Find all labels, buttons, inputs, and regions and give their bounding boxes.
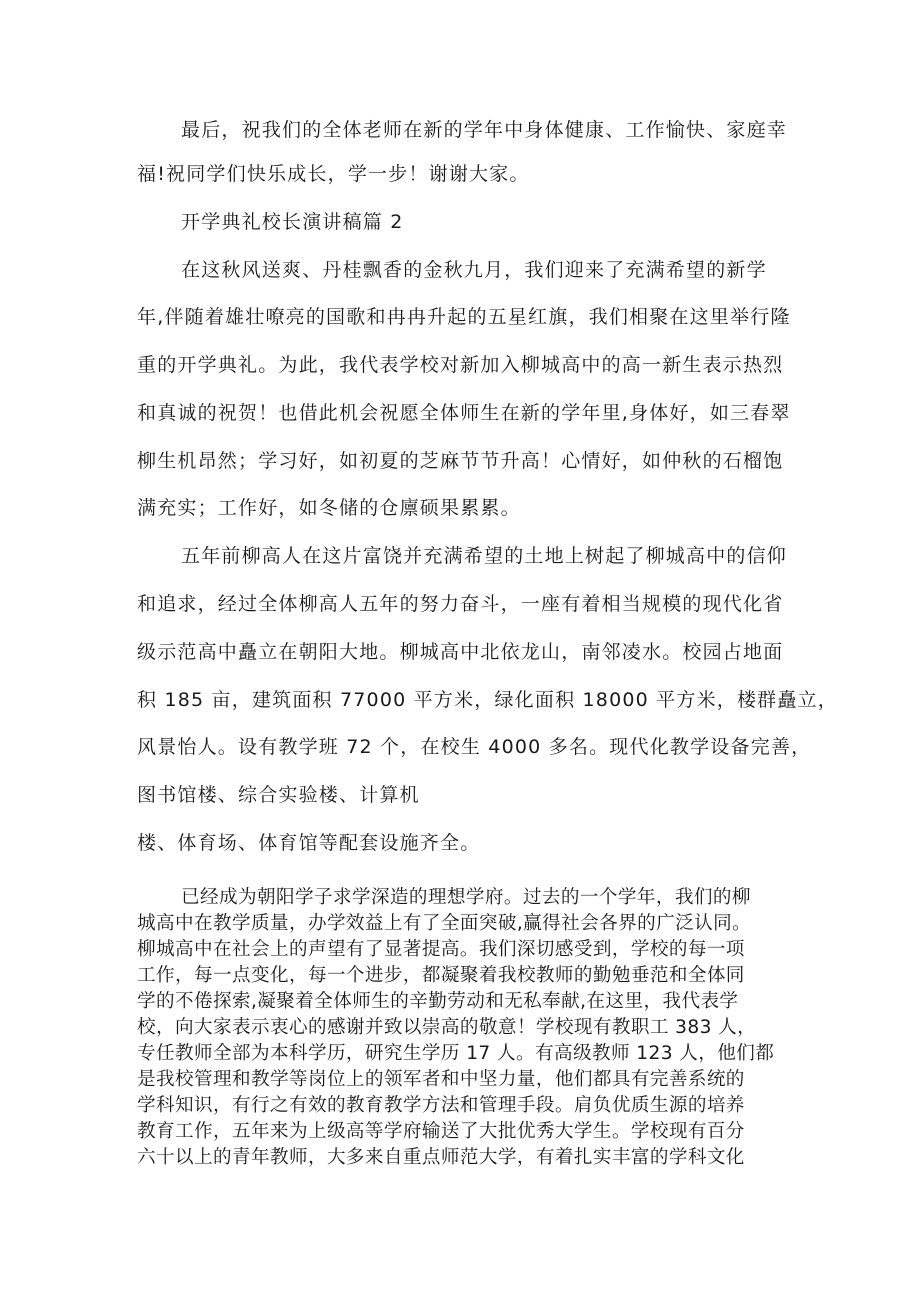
dense-text-line: 工作，每一点变化，每一个进步，都凝聚着我校教师的勤勉垂范和全体同 (137, 965, 745, 986)
text-line: 积 185 亩，建筑面积 77000 平方米，绿化面积 18000 平方米，楼群矗立， (137, 689, 838, 711)
text-line: 福!祝同学们快乐成长，学一步！谢谢大家。 (137, 163, 530, 185)
text-line: 满充实；工作好，如冬储的仓廪硕果累累。 (137, 497, 521, 519)
text-line: 重的开学典礼。为此，我代表学校对新加入柳城高中的高一新生表示热烈 (137, 354, 784, 376)
dense-text-line: 六十以上的青年教师，大多来自重点师范大学，有着扎实丰富的学科文化 (137, 1147, 745, 1168)
dense-text-line: 是我校管理和教学等岗位上的领军者和中坚力量，他们都具有完善系统的 (137, 1069, 745, 1090)
dense-text-line: 城高中在教学质量，办学效益上有了全面突破,赢得社会各界的广泛认同。 (137, 913, 752, 934)
dense-text-line: 学的不倦探索,凝聚着全体师生的辛勤劳动和无私奉献,在这里，我代表学 (137, 991, 739, 1012)
text-line: 五年前柳高人在这片富饶并充满希望的土地上树起了柳城高中的信仰 (181, 545, 788, 567)
dense-text-line: 柳城高中在社会上的声望有了显著提高。我们深切感受到，学校的每一项 (137, 939, 745, 960)
dense-text-line: 已经成为朝阳学子求学深造的理想学府。过去的一个学年，我们的柳 (181, 887, 751, 908)
section-heading: 开学典礼校长演讲稿篇 2 (181, 211, 404, 233)
dense-text-line: 校，向大家表示衷心的感谢并致以崇高的敬意！学校现有教职工 383 人， (137, 1017, 757, 1038)
text-line: 风景怡人。设有教学班 72 个，在校生 4000 多名。现代化教学设备完善， (137, 736, 812, 758)
text-line: 在这秋风送爽、丹桂飘香的金秋九月，我们迎来了充满希望的新学 (181, 259, 767, 281)
dense-text-line: 教育工作，五年来为上级高等学府输送了大批优秀大学生。学校现有百分 (137, 1121, 745, 1142)
text-line: 和追求，经过全体柳高人五年的努力奋斗，一座有着相当规模的现代化省 (137, 593, 784, 615)
text-line: 年,伴随着雄壮嘹亮的国歌和冉冉升起的五星红旗，我们相聚在这里举行隆 (137, 306, 791, 328)
text-line: 最后，祝我们的全体老师在新的学年中身体健康、工作愉快、家庭幸 (181, 119, 788, 141)
text-line: 图书馆楼、综合实验楼、计算机 (137, 784, 420, 806)
text-line: 级示范高中矗立在朝阳大地。柳城高中北依龙山，南邻凌水。校园占地面 (137, 641, 784, 663)
dense-text-line: 专任教师全部为本科学历，研究生学历 17 人。有高级教师 123 人，他们都 (137, 1043, 775, 1064)
text-line: 和真诚的祝贺！也借此机会祝愿全体师生在新的学年里,身体好，如三春翠 (137, 402, 791, 424)
dense-text-line: 学科知识，有行之有效的教育教学方法和管理手段。肩负优质生源的培养 (137, 1095, 745, 1116)
text-line: 楼、体育场、体育馆等配套设施齐全。 (137, 832, 481, 854)
text-line: 柳生机昂然；学习好，如初夏的芝麻节节升高！心情好，如仲秋的石榴饱 (137, 450, 784, 472)
